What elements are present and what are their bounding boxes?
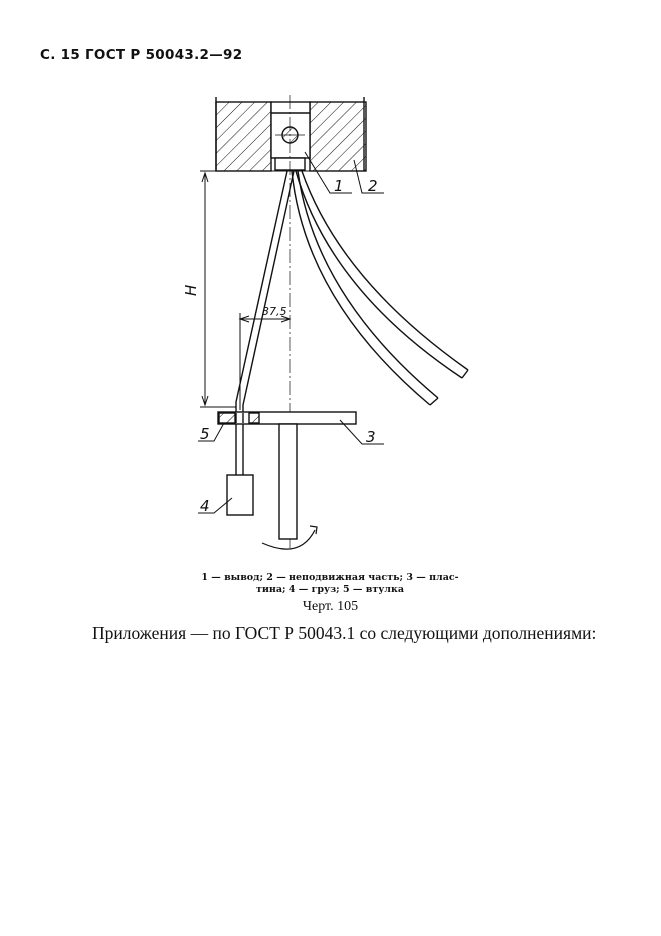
dimension-h <box>200 173 236 407</box>
callout-3: 3 <box>366 428 376 446</box>
callout-5: 5 <box>200 425 210 443</box>
page-header: С. 15 ГОСТ Р 50043.2—92 <box>40 47 243 63</box>
weight <box>227 475 253 515</box>
plate <box>218 412 356 424</box>
figure-label: Черт. 105 <box>302 599 359 614</box>
body-paragraph: Приложения — по ГОСТ Р 50043.1 со следующими дополнениями: <box>92 623 597 643</box>
callout-2: 2 <box>368 177 378 195</box>
dimension-offset <box>240 313 290 410</box>
shaft <box>279 424 297 539</box>
figure-legend <box>160 572 500 596</box>
terminal <box>271 102 310 170</box>
dimension-h-label: H <box>182 284 200 296</box>
legend-line-2: тина; 4 — груз; 5 — втулка <box>255 584 404 595</box>
callout-1: 1 <box>334 177 344 195</box>
callout-4: 4 <box>200 497 210 515</box>
legend-line-1: 1 — вывод; 2 — неподвижная часть; 3 — плас- <box>201 572 459 583</box>
bent-wire-positions <box>292 171 468 405</box>
dimension-offset-label: 37,5 <box>262 305 287 318</box>
